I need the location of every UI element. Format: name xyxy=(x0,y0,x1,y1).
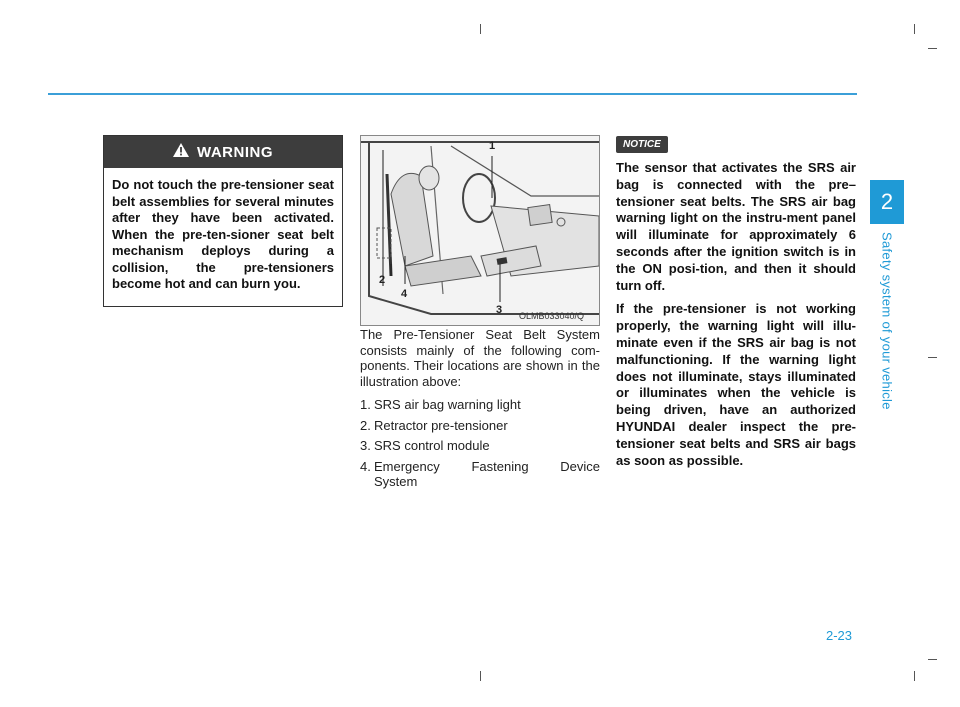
header-rule xyxy=(48,93,857,95)
crop-mark xyxy=(928,357,937,358)
warning-triangle-icon xyxy=(173,143,189,161)
warning-title: WARNING xyxy=(197,143,273,161)
callout-4: 4 xyxy=(401,288,408,300)
crop-mark xyxy=(928,48,937,49)
car-interior-drawing xyxy=(361,136,599,325)
crop-mark xyxy=(914,24,915,34)
list-item: 4. Emergency Fastening Device System xyxy=(360,458,600,489)
warning-box xyxy=(103,135,343,307)
warning-header xyxy=(104,136,342,168)
chapter-title: Safety system of your vehicle xyxy=(879,232,895,410)
chapter-number-tab: 2 xyxy=(870,180,904,224)
callout-3: 3 xyxy=(496,304,503,316)
list-item: 1. SRS air bag warning light xyxy=(360,397,521,412)
callout-2: 2 xyxy=(379,274,386,286)
notice-paragraph: The sensor that activates the SRS air bag is connected with the pre–tensioner seat belts. The SRS air bag warning light on the instru-ment panel will illuminate for approximately 6 seconds after the ignition switch is in the ON posi-tion, and then it should turn off. xyxy=(616,160,856,293)
callout-1: 1 xyxy=(489,140,496,152)
page-number: 2-23 xyxy=(826,628,853,643)
list-item: 2. Retractor pre-tensioner xyxy=(360,417,508,433)
list-item: 3. SRS control module xyxy=(360,438,490,453)
components-list xyxy=(360,397,600,490)
notice-label: NOTICE xyxy=(616,136,668,153)
crop-mark xyxy=(914,671,915,681)
crop-mark xyxy=(928,659,937,660)
seat-belt-illustration xyxy=(360,135,600,326)
components-intro: The Pre-Tensioner Seat Belt System consists mainly of the following com-ponents. Their locations are shown in the illustration above: xyxy=(360,327,600,389)
notice-text xyxy=(616,160,856,476)
components-section xyxy=(360,327,600,495)
illustration-code: OLMB033040/Q xyxy=(519,311,585,321)
warning-text: Do not touch the pre-tensioner seat belt assemblies for several minutes after they have been activated. When the pre-ten-sioner seat belt mechanism deploys during a collision, the pre-tensioners become hot and can burn you. xyxy=(112,177,334,291)
crop-mark xyxy=(480,671,481,681)
notice-paragraph: If the pre-tensioner is not working properly, the warning light will illu-minate even if the SRS air bag is not malfunctioning. If the warning light does not illuminate, stays illuminated or illuminates when the vehicle is being driven, have an authorized HYUNDAI dealer inspect the pre-tensioner seat belts and SRS air bags as soon as possible. xyxy=(616,301,856,468)
crop-mark xyxy=(480,24,481,34)
